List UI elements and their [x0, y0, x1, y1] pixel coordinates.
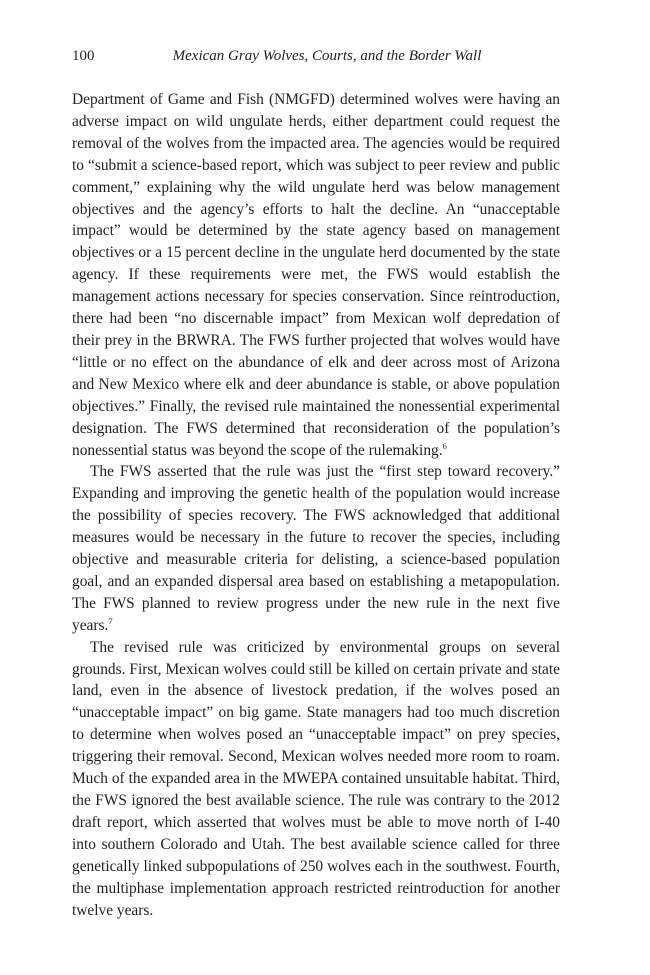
paragraph-2-text: The FWS asserted that the rule was just the “first step toward recovery.” Expanding and improving the genetic health of the population would increase the possibility of species recovery. The FWS acknowledged that additional measures would be necessary in the future to recover the species, including objective and measurable criteria for delisting, a science-based population goal, and an expanded dispersal area based on establishing a metapopulation. The FWS planned to review progress under the new rule in the next five years. [72, 463, 560, 634]
paragraph-1-text: Department of Game and Fish (NMGFD) determined wolves were having an adverse impact on wild ungulate herds, either department could request the removal of the wolves from the impacted area. The agencies would be required to “submit a science-based report, which was subject to peer review and public comment,” explaining why the wild ungulate herd was below management objectives and the agency’s efforts to halt the decline. An “unacceptable impact” would be determined by the state agency based on management objectives or a 15 percent decline in the ungulate herd documented by the state agency. If these requirements were met, the FWS would establish the management actions necessary for species conservation. Since reintroduction, there had been “no discernable impact” from Mexican wolf depredation of their prey in the BRWRA. The FWS further projected that wolves would have “little or no effect on the abundance of elk and deer across most of Arizona and New Mexico where elk and deer abundance is stable, or above population objectives.” Finally, the revised rule maintained the nonessential experimental designation. The FWS determined that reconsideration of the population’s nonessential status was beyond the scope of the rulemaking. [72, 91, 560, 459]
paragraph-3-text: The revised rule was criticized by environmental groups on several grounds. First, Mexican wolves could still be killed on certain private and state land, even in the absence of livestock predation, if the wolves posed an “unacceptable impact” on big game. State managers had too much discretion to determine when wolves posed an “unacceptable impact” on prey species, triggering their removal. Second, Mexican wolves needed more room to roam. Much of the expanded area in the MWEPA contained unsuitable habitat. Third, the FWS ignored the best available science. The rule was contrary to the 2012 draft report, which asserted that wolves must be able to move north of I-40 into southern Colorado and Utah. The best available science called for three genetically linked subpopulations of 250 wolves each in the southwest. Fourth, the multiphase implementation approach restricted reintroduction for another twelve years. [72, 638, 560, 919]
footnote-marker-6: 6 [442, 440, 447, 451]
running-head [72, 46, 562, 66]
page-number: 100 [72, 48, 95, 64]
footnote-marker-7: 7 [108, 615, 113, 626]
paragraph-3 [72, 637, 560, 922]
paragraph-2 [72, 461, 560, 636]
paragraph-1 [72, 89, 560, 461]
running-title: Mexican Gray Wolves, Courts, and the Border Wall [172, 48, 482, 64]
body-text [72, 89, 560, 921]
